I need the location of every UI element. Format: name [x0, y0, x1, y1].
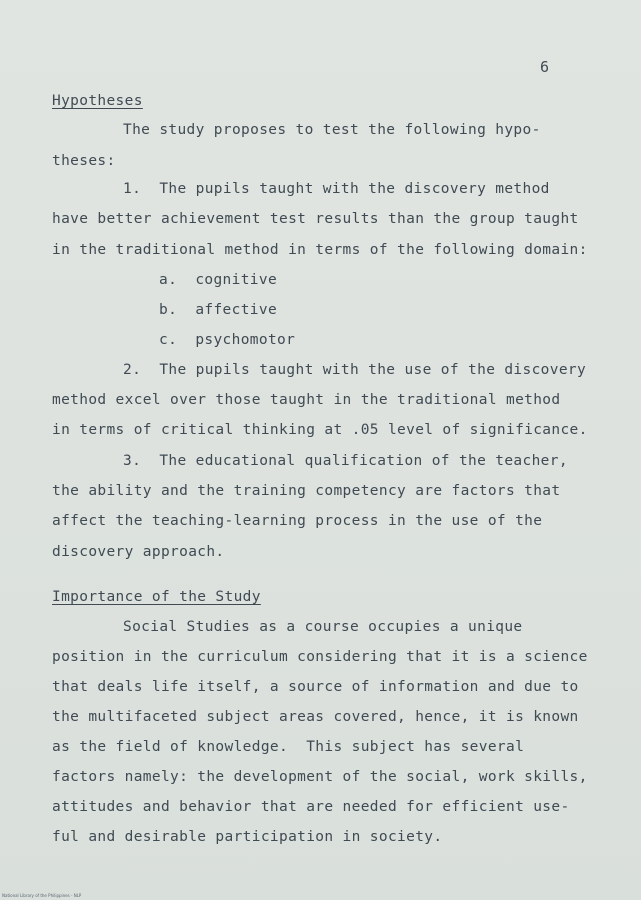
paragraph-line: that deals life itself, a source of information and due to: [52, 679, 579, 695]
hypothesis-item-1: 1. The pupils taught with the discovery method: [123, 181, 550, 197]
hypothesis-item-3: 3. The educational qualification of the teacher,: [123, 453, 568, 469]
paragraph-line: as the field of knowledge. This subject has several: [52, 739, 525, 755]
paragraph-line: attitudes and behavior that are needed for efficient use-: [52, 799, 570, 815]
page-number: 6: [540, 58, 550, 76]
paragraph-line: affect the teaching-learning process in the use of the: [52, 513, 543, 529]
archive-footer: National Library of the Philippines - NLP: [2, 893, 82, 898]
paragraph-line: in terms of critical thinking at .05 level of significance.: [52, 422, 588, 438]
paragraph-line: the ability and the training competency are factors that: [52, 483, 561, 499]
paragraph-line: have better achievement test results than the group taught: [52, 211, 579, 227]
paragraph-line: in the traditional method in terms of the following domain:: [52, 242, 588, 258]
paragraph-line: discovery approach.: [52, 544, 225, 560]
paragraph-line: The study proposes to test the following hypo-: [123, 122, 541, 138]
importance-heading: Importance of the Study: [52, 589, 261, 605]
domain-item-b: b. affective: [159, 302, 278, 318]
domain-item-c: c. psychomotor: [159, 332, 296, 348]
domain-item-a: a. cognitive: [159, 272, 278, 288]
paragraph-line: method excel over those taught in the traditional method: [52, 392, 561, 408]
paragraph-line: position in the curriculum considering that it is a science: [52, 649, 588, 665]
paragraph-line: the multifaceted subject areas covered, hence, it is known: [52, 709, 579, 725]
paragraph-line: theses:: [52, 153, 116, 169]
paragraph-line: factors namely: the development of the social, work skills,: [52, 769, 588, 785]
hypothesis-item-2: 2. The pupils taught with the use of the discovery: [123, 362, 587, 378]
hypotheses-heading: Hypotheses: [52, 93, 143, 109]
paragraph-line: ful and desirable participation in society.: [52, 829, 443, 845]
paragraph-line: Social Studies as a course occupies a unique: [123, 619, 523, 635]
